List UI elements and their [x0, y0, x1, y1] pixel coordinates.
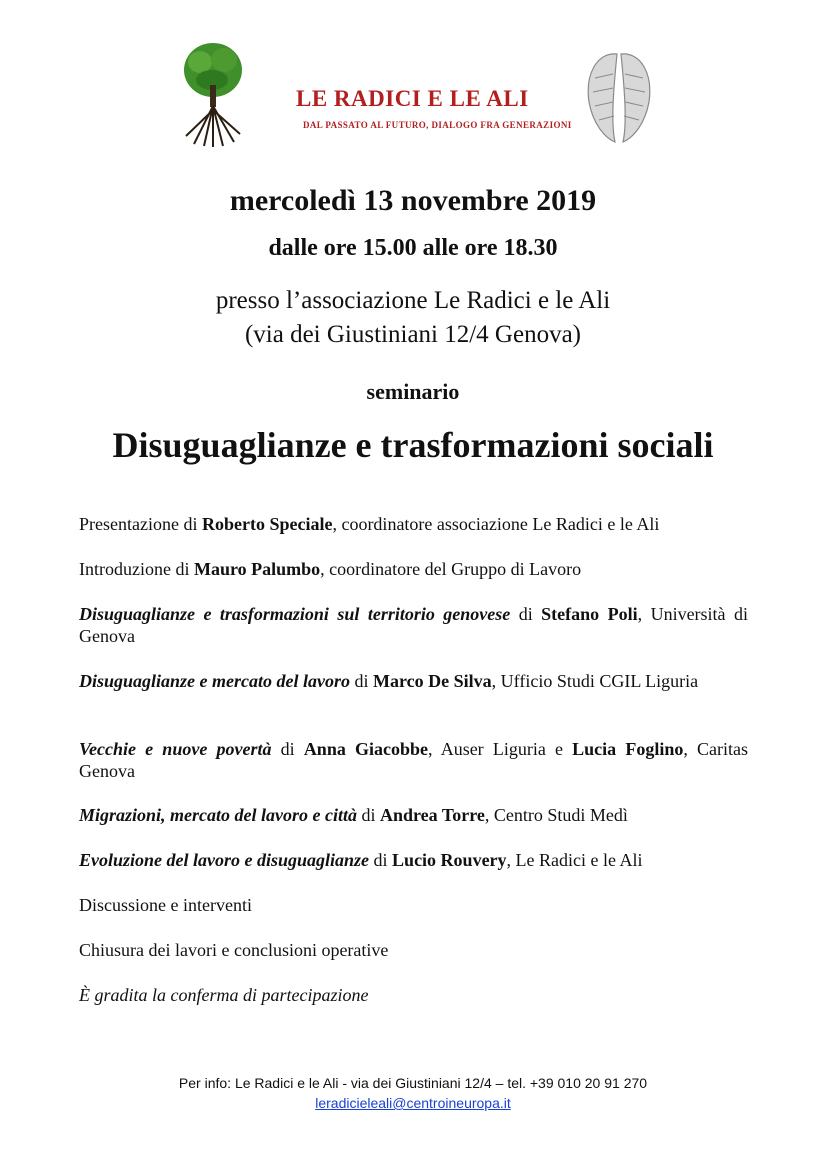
program-item: Chiusura dei lavori e conclusioni operative	[79, 940, 389, 960]
speaker-name: Roberto Speciale	[201, 514, 333, 534]
tree-icon	[182, 40, 244, 148]
program-item: Vecchie e nuove povertà di Anna Giacobbe, Auser Liguria e Lucia Foglino, Caritas Genova	[79, 739, 748, 781]
footer-info: Per info: Le Radici e le Ali - via dei Giustiniani 12/4 – tel. +39 010 20 91 270	[178, 1075, 648, 1091]
event-date: mercoledì 13 novembre 2019	[229, 184, 597, 217]
speaker-name: Lucio Rouvery	[392, 850, 507, 870]
footer-email-link[interactable]: leradicieleali@centroineuropa.it	[315, 1095, 511, 1111]
program-item: Disuguaglianze e mercato del lavoro di Marco De Silva, Ufficio Studi CGIL Liguria	[79, 671, 699, 691]
participation-note: È gradita la conferma di partecipazione	[79, 985, 369, 1005]
speaker-name: Marco De Silva	[373, 671, 492, 691]
speaker-name: Andrea Torre	[380, 805, 485, 825]
event-kind: seminario	[366, 379, 460, 404]
event-address: (via dei Giustiniani 12/4 Genova)	[244, 321, 582, 348]
talk-title: Evoluzione del lavoro e disuguaglianze	[79, 850, 370, 870]
brand-subtitle: DAL PASSATO AL FUTURO, DIALOGO FRA GENERAZIONI	[303, 120, 572, 130]
header	[0, 30, 826, 150]
wings-icon	[583, 44, 655, 144]
talk-title: Disuguaglianze e mercato del lavoro	[79, 671, 350, 691]
program-item: Disuguaglianze e trasformazioni sul territorio genovese di Stefano Poli, Università di Genova	[79, 604, 748, 646]
speaker-name: Stefano Poli	[541, 604, 638, 624]
speaker-name: Mauro Palumbo	[193, 559, 321, 579]
talk-title: Disuguaglianze e trasformazioni sul territorio genovese	[79, 604, 511, 624]
event-time: dalle ore 15.00 alle ore 18.30	[268, 235, 558, 261]
program-item: Migrazioni, mercato del lavoro e città di Andrea Torre, Centro Studi Medì	[79, 805, 628, 825]
talk-title: Vecchie e nuove povertà	[79, 739, 272, 759]
talk-title: Migrazioni, mercato del lavoro e città	[79, 805, 357, 825]
seminar-title: Disuguaglianze e trasformazioni sociali	[112, 425, 714, 465]
program-item: Introduzione di Mauro Palumbo, coordinatore del Gruppo di Lavoro	[79, 559, 582, 579]
brand-title: LE RADICI E LE ALI	[296, 86, 529, 111]
program-item: Evoluzione del lavoro e disuguaglianze di Lucio Rouvery, Le Radici e le Ali	[79, 850, 643, 870]
program-item: Presentazione di Roberto Speciale, coordinatore associazione Le Radici e le Ali	[79, 514, 660, 534]
speaker-name: Anna Giacobbe	[303, 739, 429, 759]
speaker-name: Lucia Foglino	[572, 739, 684, 759]
event-venue: presso l’associazione Le Radici e le Ali	[215, 287, 611, 314]
program-item: Discussione e interventi	[79, 895, 252, 915]
